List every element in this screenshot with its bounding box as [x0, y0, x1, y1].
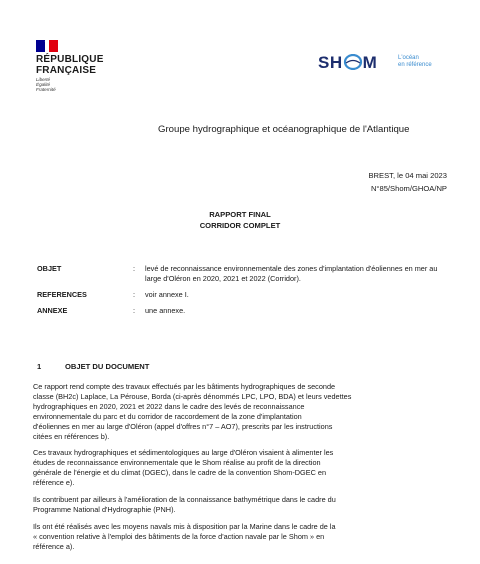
republique-francaise-text: RÉPUBLIQUE FRANÇAISE [36, 54, 104, 76]
shom-tagline: L'océan en référence [398, 55, 432, 68]
section-heading: 1 OBJET DU DOCUMENT [37, 362, 150, 371]
reference-number: N°85/Shom/GHOA/NP [370, 184, 447, 193]
paragraph-3: Ils contribuent par ailleurs à l'amélioration de la connaissance bathymétrique dans le cadre du Programme National d'Hydrographie (PNH). [33, 495, 336, 514]
organization-name: Groupe hydrographique et océanographique de l'Atlantique [158, 124, 410, 135]
shom-o-ring-icon [343, 53, 363, 73]
shom-logo [318, 52, 448, 88]
marianne-flag-icon [36, 40, 58, 52]
report-title: RAPPORT FINAL CORRIDOR COMPLET [199, 210, 281, 230]
republic-motto: Liberté Égalité Fraternité [36, 77, 56, 93]
document-page: RÉPUBLIQUE FRANÇAISE Liberté Égalité Fraternité SH M L'océan en référence Groupe hydrographique et océanographique de l'Atlantique BREST, le 04 mai 2023 N°85/Shom/GHOA/NP RAPPORT FINAL CORRIDOR COMPLET OBJET : levé de reconnaissance environnementale des zones d'implantation d'éoliennes en mer au large d'Oléron en 2020, 2021 et 2022 (Corridor). REFERENCES : voir annexe I. ANNEXE : une annexe. 1 OBJET DU DOCUMENT Ce rapport rend compte des travaux effectués par les bâtiments hydrographiques de seconde classe (BH2c) Laplace, La Pérouse, Borda (ci-après dénommés LPC, LPO, BDA) et leurs vedettes hydrographiques en 2020, 2021 et 2022 dans le cadre des levés de reconnaissance environnementale du parc et du corridor de raccordement de la zone d'implantation d'éoliennes en mer au large d'Oléron (appel d'offres n°7 – AO7), prescrits par les instructions citées en références b). Ces travaux hydrographiques et sédimentologiques au large d'Oléron visaient à alimenter les études de reconnaissance environnementale que le Shom réalise au profit de la direction générale de l'énergie et du climat (DGEC), dans le cadre de la convention Shom-DGEC en référence e). Ils contribuent par ailleurs à l'amélioration de la connaissance bathymétrique dans le cadre du Programme National d'Hydrographie (PNH). Ils ont été réalisés avec les moyens navals mis à disposition par la Marine dans le cadre de la « convention relative à l'emploi des bâtiments de la force d'action navale par le Shom » en référence a). [0, 0, 480, 564]
paragraph-2: Ces travaux hydrographiques et sédimentologiques au large d'Oléron visaient à alimenter les études de reconnaissance environnementale que le Shom réalise au profit de la direction générale de l'énergie et du climat (DGEC), dans le cadre de la convention Shom-DGEC en référence e). [33, 448, 334, 487]
place-date: BREST, le 04 mai 2023 [368, 171, 447, 180]
paragraph-1: Ce rapport rend compte des travaux effectués par les bâtiments hydrographiques de seconde classe (BH2c) Laplace, La Pérouse, Borda (ci-après dénommés LPC, LPO, BDA) et leurs vedettes hydrographiques en 2020, 2021 et 2022 dans le cadre des levés de reconnaissance environnementale du parc et du corridor de raccordement de la zone d'implantation d'éoliennes en mer au large d'Oléron (appel d'offres n°7 – AO7), prescrits par les instructions citées en références b). [33, 382, 352, 441]
paragraph-4: Ils ont été réalisés avec les moyens navals mis à disposition par la Marine dans le cadre de la « convention relative à l'emploi des bâtiments de la force d'action navale par le Shom » en référence a). [33, 522, 336, 551]
document-place-date-ref [368, 169, 447, 195]
shom-wordmark: SH M [318, 53, 378, 72]
